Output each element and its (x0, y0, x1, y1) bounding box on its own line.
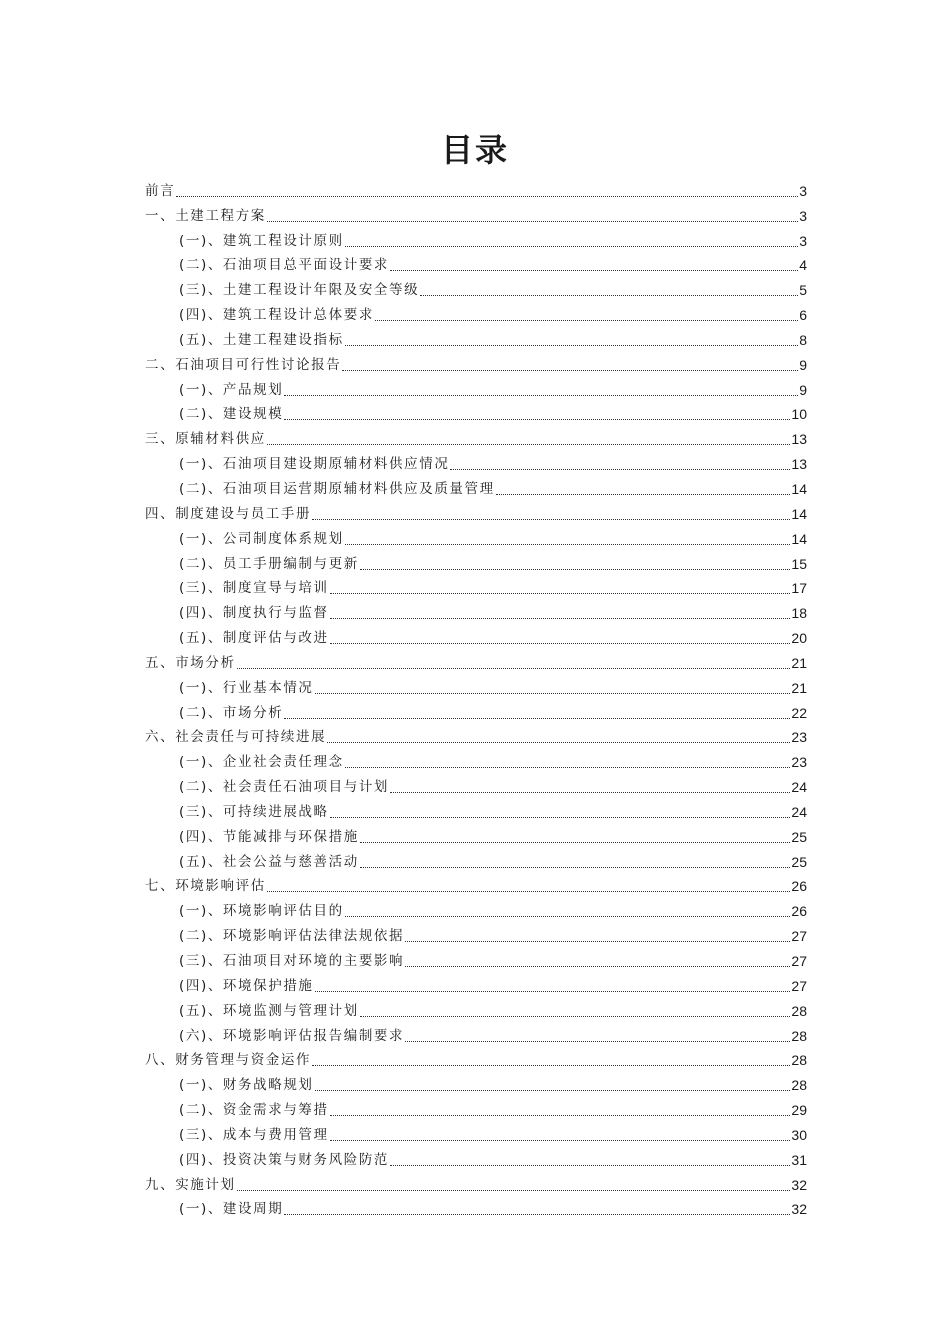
toc-entry-page-number: 30 (791, 1126, 807, 1143)
toc-section-entry[interactable] (145, 1169, 807, 1194)
toc-subsection-entry[interactable] (145, 622, 807, 647)
toc-dot-leader (342, 369, 798, 371)
toc-entry-label: (五)、制度评估与改进 (179, 630, 329, 647)
toc-subsection-entry[interactable] (145, 672, 807, 697)
toc-subsection-entry[interactable] (145, 970, 807, 995)
toc-entry-label: 五、市场分析 (145, 654, 236, 671)
toc-entry-page-number: 10 (791, 406, 807, 423)
toc-entry-page-number: 29 (791, 1102, 807, 1119)
toc-entry-page-number: 6 (799, 307, 807, 324)
toc-entry-label: (一)、石油项目建设期原辅材料供应情况 (179, 456, 450, 473)
toc-subsection-entry[interactable] (145, 473, 807, 498)
toc-entry-label: (一)、行业基本情况 (179, 679, 314, 696)
toc-subsection-entry[interactable] (145, 299, 807, 324)
toc-entry-page-number: 3 (799, 207, 807, 224)
toc-entry-page-number: 25 (791, 828, 807, 845)
toc-entry-label: (一)、产品规划 (179, 381, 284, 398)
toc-subsection-entry[interactable] (145, 324, 807, 349)
toc-entry-page-number: 13 (791, 431, 807, 448)
toc-entry-page-number: 32 (791, 1201, 807, 1218)
toc-section-entry[interactable] (145, 349, 807, 374)
toc-subsection-entry[interactable] (145, 225, 807, 250)
toc-dot-leader (390, 1164, 790, 1166)
toc-entry-page-number: 28 (791, 1002, 807, 1019)
toc-section-entry[interactable] (145, 498, 807, 523)
toc-subsection-entry[interactable] (145, 1194, 807, 1219)
toc-subsection-entry[interactable] (145, 597, 807, 622)
toc-entry-label: (一)、企业社会责任理念 (179, 754, 344, 771)
toc-entry-page-number: 21 (791, 679, 807, 696)
toc-subsection-entry[interactable] (145, 796, 807, 821)
toc-dot-leader (315, 990, 791, 992)
toc-entry-page-number: 9 (799, 356, 807, 373)
toc-dot-leader (360, 1015, 791, 1017)
toc-subsection-entry[interactable] (145, 548, 807, 573)
toc-entry-label: (三)、成本与费用管理 (179, 1126, 329, 1143)
toc-subsection-entry[interactable] (145, 1094, 807, 1119)
toc-subsection-entry[interactable] (145, 1069, 807, 1094)
toc-dot-leader (496, 493, 791, 495)
toc-dot-leader (345, 766, 791, 768)
toc-subsection-entry[interactable] (145, 746, 807, 771)
toc-entry-label: (三)、制度宣导与培训 (179, 580, 329, 597)
toc-entry-label: 三、原辅材料供应 (145, 431, 266, 448)
toc-entry-page-number: 24 (791, 779, 807, 796)
toc-subsection-entry[interactable] (145, 697, 807, 722)
toc-dot-leader (330, 617, 791, 619)
toc-section-entry[interactable] (145, 175, 807, 200)
toc-entry-label: 九、实施计划 (145, 1176, 236, 1193)
toc-dot-leader (330, 592, 791, 594)
toc-dot-leader (267, 443, 791, 445)
toc-entry-page-number: 20 (791, 630, 807, 647)
toc-entry-page-number: 26 (791, 903, 807, 920)
toc-entry-label: (五)、环境监测与管理计划 (179, 1002, 359, 1019)
toc-entry-label: (一)、建设周期 (179, 1201, 284, 1218)
toc-dot-leader (345, 915, 791, 917)
toc-entry-label: (二)、石油项目总平面设计要求 (179, 257, 390, 274)
toc-subsection-entry[interactable] (145, 573, 807, 598)
toc-dot-leader (405, 940, 790, 942)
toc-entry-label: 四、制度建设与员工手册 (145, 505, 312, 522)
toc-entry-label: (三)、土建工程设计年限及安全等级 (179, 282, 420, 299)
toc-dot-leader (315, 1089, 791, 1091)
toc-entry-page-number: 21 (791, 654, 807, 671)
toc-entry-page-number: 28 (791, 1052, 807, 1069)
toc-dot-leader (284, 394, 798, 396)
toc-entry-page-number: 27 (791, 928, 807, 945)
toc-entry-page-number: 18 (791, 605, 807, 622)
toc-entry-label: (二)、市场分析 (179, 704, 284, 721)
toc-entry-label: (二)、建设规模 (179, 406, 284, 423)
toc-entry-label: 八、财务管理与资金运作 (145, 1052, 312, 1069)
toc-entry-label: 前言 (145, 182, 176, 199)
toc-entry-label: (四)、环境保护措施 (179, 977, 314, 994)
toc-dot-leader (312, 518, 790, 520)
toc-entry-label: (二)、石油项目运营期原辅材料供应及质量管理 (179, 480, 495, 497)
toc-entry-page-number: 5 (799, 282, 807, 299)
toc-entry-page-number: 23 (791, 729, 807, 746)
toc-section-entry[interactable] (145, 647, 807, 672)
toc-entry-page-number: 32 (791, 1176, 807, 1193)
toc-entry-label: (四)、节能减排与环保措施 (179, 828, 359, 845)
toc-dot-leader (284, 717, 790, 719)
toc-entry-label: (二)、环境影响评估法律法规依据 (179, 928, 405, 945)
toc-entry-label: (五)、社会公益与慈善活动 (179, 853, 359, 870)
toc-subsection-entry[interactable] (145, 895, 807, 920)
toc-entry-page-number: 13 (791, 456, 807, 473)
toc-entry-label: (四)、制度执行与监督 (179, 605, 329, 622)
toc-entry-label: 七、环境影响评估 (145, 878, 266, 895)
toc-dot-leader (360, 866, 791, 868)
toc-dot-leader (330, 1139, 791, 1141)
toc-dot-leader (375, 319, 798, 321)
toc-dot-leader (360, 841, 791, 843)
toc-dot-leader (390, 269, 798, 271)
toc-section-entry[interactable] (145, 722, 807, 747)
toc-entry-label: (二)、社会责任石油项目与计划 (179, 779, 390, 796)
toc-entry-page-number: 15 (791, 555, 807, 572)
toc-dot-leader (330, 642, 791, 644)
toc-dot-leader (330, 816, 791, 818)
toc-dot-leader (315, 692, 791, 694)
toc-entry-page-number: 28 (791, 1027, 807, 1044)
toc-subsection-entry[interactable] (145, 1119, 807, 1144)
toc-dot-leader (284, 1213, 790, 1215)
toc-entry-label: (六)、环境影响评估报告编制要求 (179, 1027, 405, 1044)
toc-entry-page-number: 8 (799, 331, 807, 348)
toc-subsection-entry[interactable] (145, 274, 807, 299)
table-of-contents (145, 175, 807, 1218)
toc-subsection-entry[interactable] (145, 771, 807, 796)
toc-entry-label: (四)、投资决策与财务风险防范 (179, 1151, 390, 1168)
toc-entry-page-number: 3 (799, 182, 807, 199)
toc-entry-page-number: 9 (799, 381, 807, 398)
toc-entry-page-number: 24 (791, 803, 807, 820)
toc-entry-label: 二、石油项目可行性讨论报告 (145, 356, 342, 373)
toc-dot-leader (345, 245, 798, 247)
toc-entry-label: (一)、环境影响评估目的 (179, 903, 344, 920)
toc-entry-page-number: 4 (799, 257, 807, 274)
toc-dot-leader (405, 965, 790, 967)
toc-entry-label: (一)、财务战略规划 (179, 1077, 314, 1094)
toc-subsection-entry[interactable] (145, 1144, 807, 1169)
toc-dot-leader (237, 667, 791, 669)
toc-entry-page-number: 28 (791, 1077, 807, 1094)
toc-entry-page-number: 31 (791, 1151, 807, 1168)
toc-entry-label: (一)、建筑工程设计原则 (179, 232, 344, 249)
toc-entry-page-number: 3 (799, 232, 807, 249)
toc-subsection-entry[interactable] (145, 945, 807, 970)
toc-dot-leader (237, 1189, 791, 1191)
toc-entry-page-number: 14 (791, 480, 807, 497)
toc-section-entry[interactable] (145, 1045, 807, 1070)
toc-entry-label: (三)、石油项目对环境的主要影响 (179, 953, 405, 969)
toc-entry-page-number: 17 (791, 580, 807, 597)
toc-dot-leader (450, 468, 790, 470)
toc-entry-label: (五)、土建工程建设指标 (179, 331, 344, 348)
toc-section-entry[interactable] (145, 200, 807, 225)
toc-subsection-entry[interactable] (145, 250, 807, 275)
toc-subsection-entry[interactable] (145, 1020, 807, 1045)
toc-entry-label: (一)、公司制度体系规划 (179, 530, 344, 547)
toc-entry-label: (二)、资金需求与筹措 (179, 1102, 329, 1119)
toc-subsection-entry[interactable] (145, 374, 807, 399)
toc-dot-leader (312, 1064, 790, 1066)
toc-dot-leader (327, 741, 790, 743)
toc-entry-label: (四)、建筑工程设计总体要求 (179, 307, 374, 324)
toc-entry-label: (三)、可持续进展战略 (179, 803, 329, 820)
toc-section-entry[interactable] (145, 423, 807, 448)
toc-dot-leader (267, 890, 791, 892)
toc-entry-page-number: 25 (791, 853, 807, 870)
toc-dot-leader (330, 1114, 791, 1116)
toc-dot-leader (360, 568, 791, 570)
toc-dot-leader (176, 195, 798, 197)
toc-subsection-entry[interactable] (145, 523, 807, 548)
toc-dot-leader (345, 344, 798, 346)
toc-entry-label: (二)、员工手册编制与更新 (179, 555, 359, 572)
toc-dot-leader (345, 543, 791, 545)
toc-entry-label: 一、土建工程方案 (145, 207, 266, 224)
toc-subsection-entry[interactable] (145, 995, 807, 1020)
toc-dot-leader (284, 418, 790, 420)
toc-subsection-entry[interactable] (145, 846, 807, 871)
toc-subsection-entry[interactable] (145, 448, 807, 473)
toc-entry-page-number: 14 (791, 505, 807, 522)
toc-subsection-entry[interactable] (145, 821, 807, 846)
toc-dot-leader (405, 1040, 790, 1042)
toc-dot-leader (390, 791, 790, 793)
toc-title: 目录 (440, 131, 509, 169)
toc-subsection-entry[interactable] (145, 399, 807, 424)
toc-entry-page-number: 14 (791, 530, 807, 547)
toc-section-entry[interactable] (145, 871, 807, 896)
toc-dot-leader (420, 294, 798, 296)
toc-entry-page-number: 26 (791, 878, 807, 895)
toc-entry-page-number: 22 (791, 704, 807, 721)
toc-entry-page-number: 27 (791, 977, 807, 994)
toc-dot-leader (267, 220, 798, 222)
toc-entry-page-number: 23 (791, 754, 807, 771)
toc-entry-page-number: 27 (791, 953, 807, 969)
toc-subsection-entry[interactable] (145, 920, 807, 945)
toc-entry-label: 六、社会责任与可持续进展 (145, 729, 327, 746)
